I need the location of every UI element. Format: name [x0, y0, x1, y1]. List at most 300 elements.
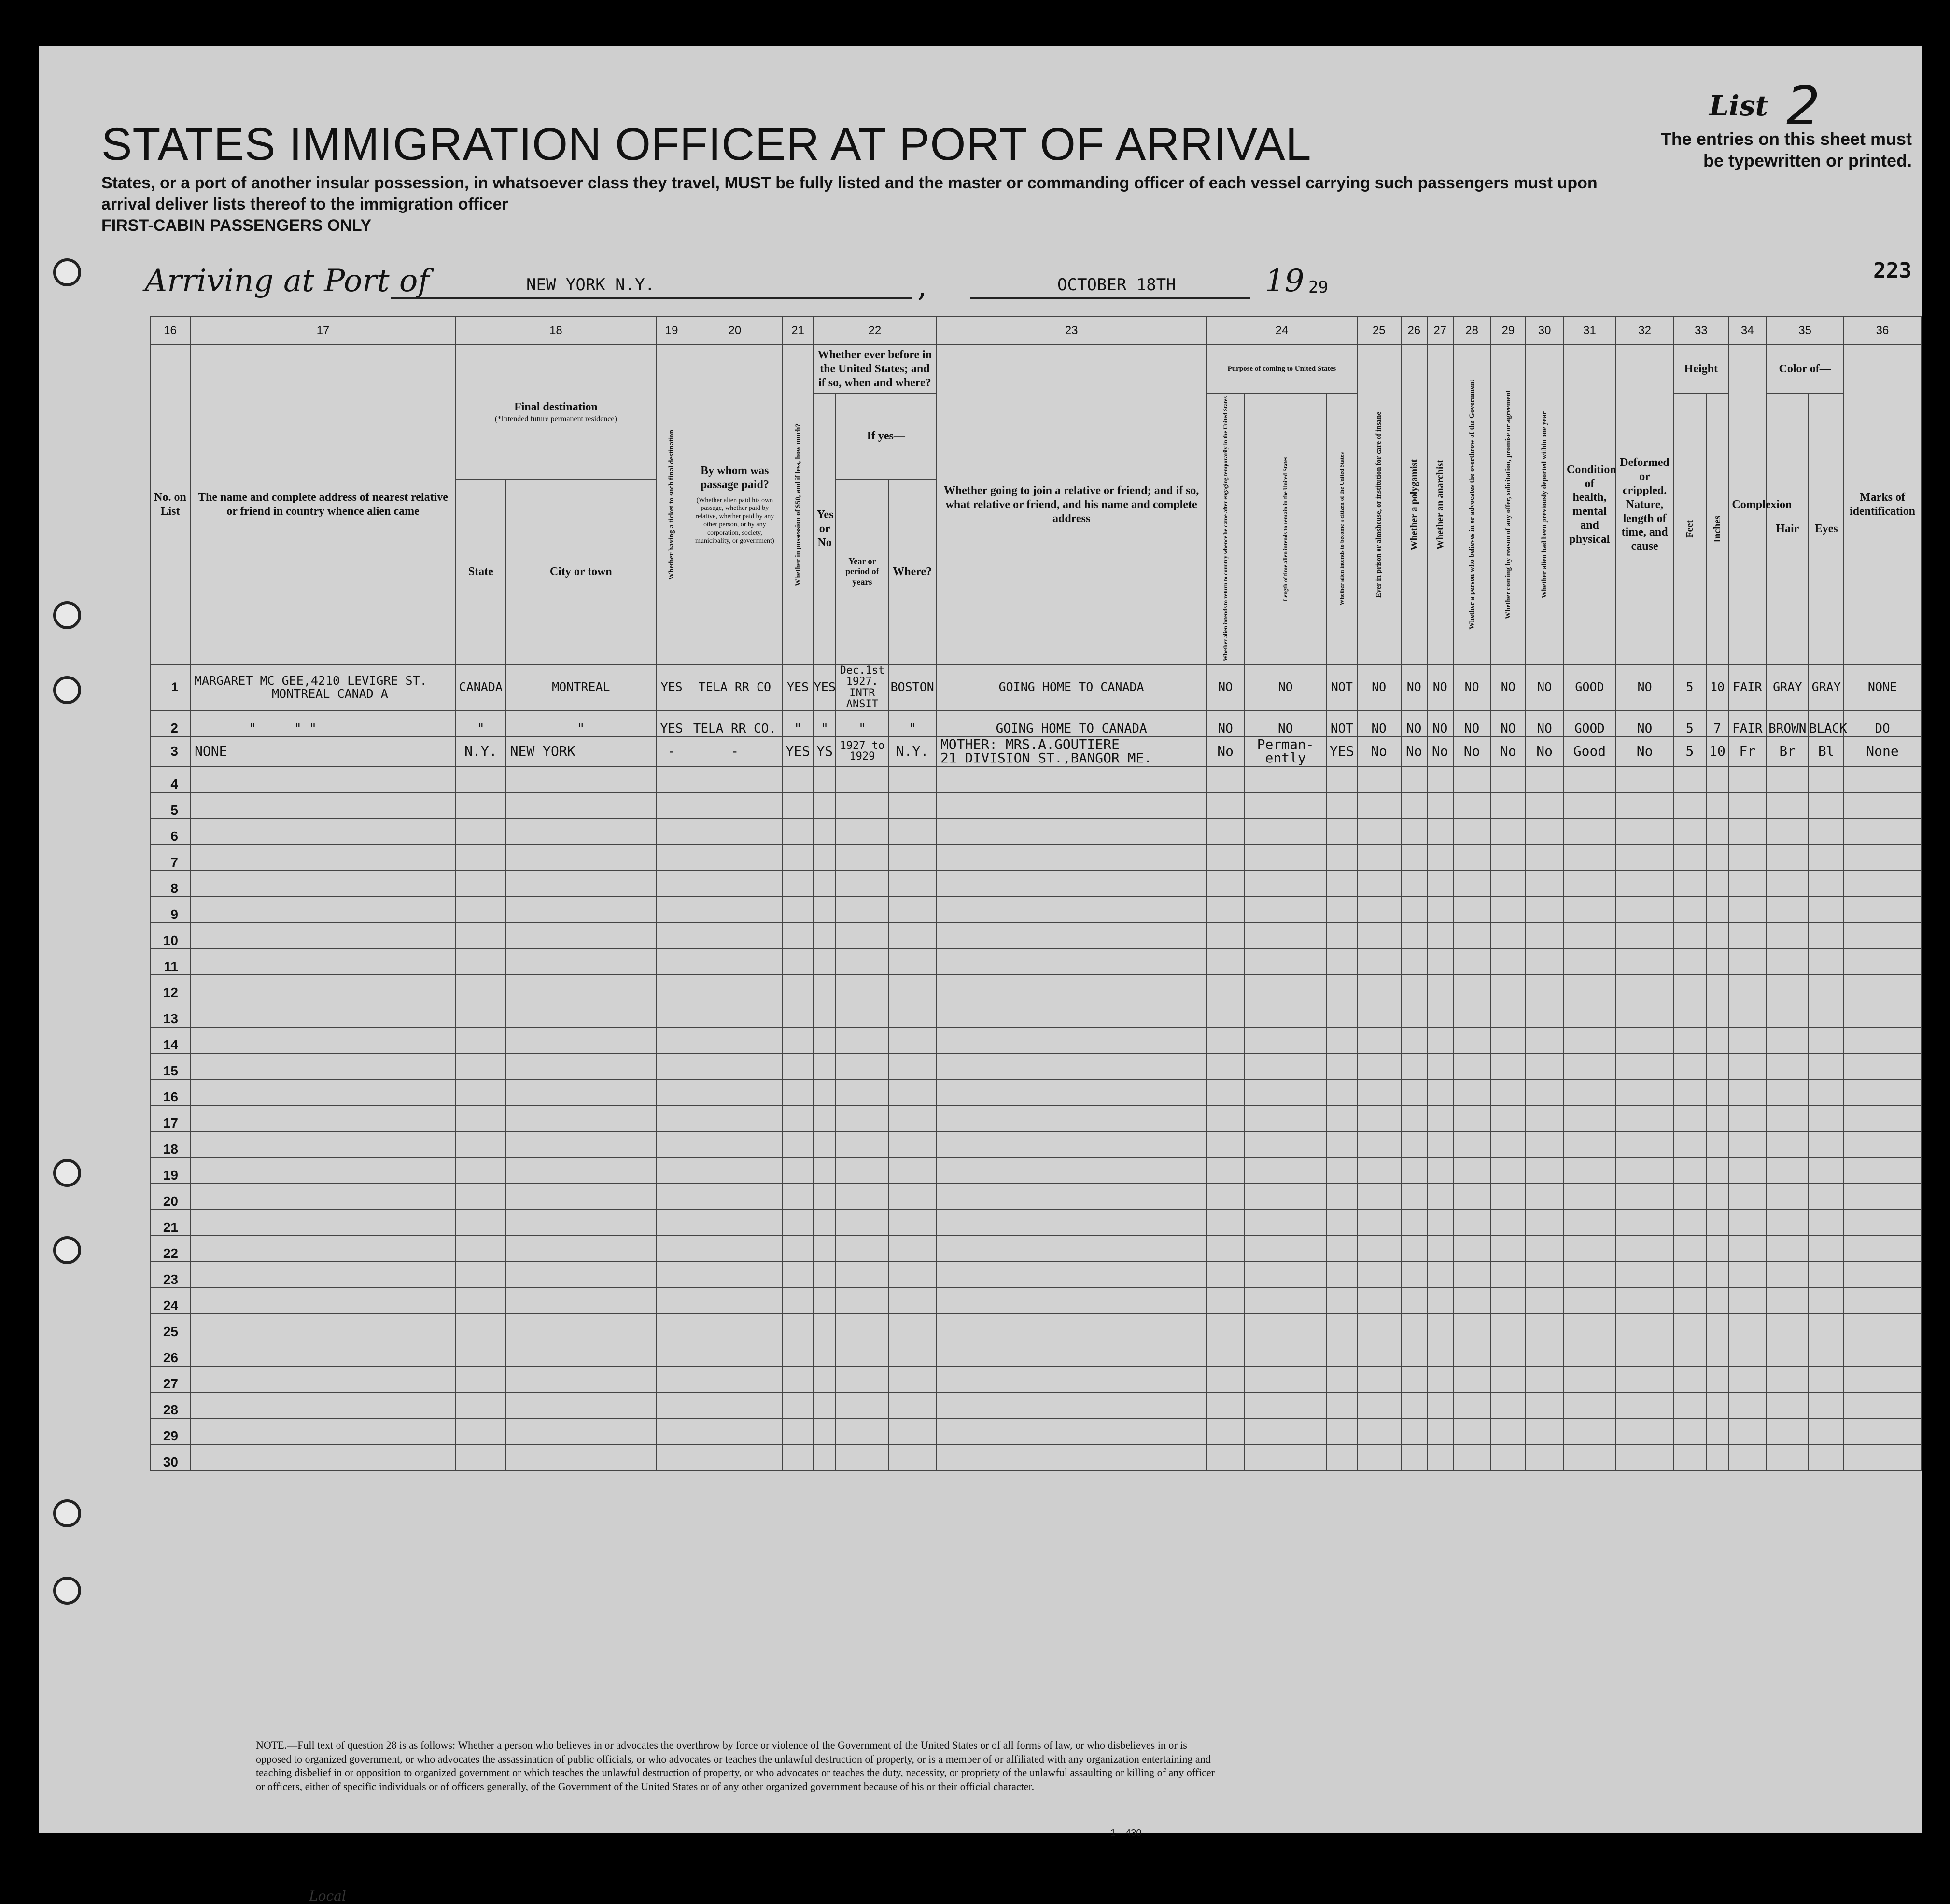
empty-cell [1401, 845, 1427, 871]
empty-cell [1706, 897, 1729, 923]
empty-cell [1563, 1314, 1616, 1340]
empty-cell [1809, 766, 1844, 792]
cell-prison: No [1357, 736, 1401, 766]
empty-cell [1706, 923, 1729, 949]
empty-cell [1809, 1392, 1844, 1418]
arrival-line [101, 249, 1888, 302]
empty-cell [782, 923, 813, 949]
empty-cell [1844, 1184, 1921, 1210]
empty-cell [1206, 1366, 1244, 1392]
empty-cell [1427, 1288, 1453, 1314]
empty-cell [1844, 1157, 1921, 1184]
empty-cell [1244, 1027, 1327, 1053]
header-before-in-us: Whether ever before in the United States; and if so, when and where? [814, 345, 936, 393]
empty-cell [1206, 1418, 1244, 1444]
empty-cell [1453, 1366, 1491, 1392]
empty-cell [1206, 1392, 1244, 1418]
row-number: 22 [150, 1236, 190, 1262]
empty-cell [1844, 897, 1921, 923]
empty-cell [506, 1210, 656, 1236]
cell-length: NO [1244, 664, 1327, 710]
empty-cell [888, 1236, 936, 1262]
empty-cell [1563, 1157, 1616, 1184]
empty-cell [1357, 792, 1401, 818]
cell-anarchist: NO [1427, 664, 1453, 710]
empty-cell [687, 1157, 782, 1184]
empty-cell [1244, 1105, 1327, 1131]
cell-period: Dec.1st 1927. INTR ANSIT [836, 664, 888, 710]
empty-cell [1706, 1288, 1729, 1314]
empty-cell [782, 1053, 813, 1079]
empty-cell [456, 1236, 506, 1262]
cell-paid-by: - [687, 736, 782, 766]
empty-cell [687, 897, 782, 923]
row-number: 29 [150, 1418, 190, 1444]
row-number: 18 [150, 1131, 190, 1157]
empty-cell [1526, 1079, 1563, 1105]
empty-cell [1706, 1392, 1729, 1418]
empty-cell [1563, 1210, 1616, 1236]
empty-cell [1706, 975, 1729, 1001]
cell-join: GOING HOME TO CANADA [936, 710, 1206, 736]
row-number: 14 [150, 1027, 190, 1053]
row-number: 10 [150, 923, 190, 949]
empty-cell [888, 1001, 936, 1027]
empty-cell [1673, 975, 1706, 1001]
cell-return: NO [1206, 710, 1244, 736]
empty-cell [1563, 975, 1616, 1001]
empty-cell [1616, 1366, 1673, 1392]
port-name: NEW YORK N.Y. [526, 275, 655, 295]
empty-cell [1809, 1236, 1844, 1262]
empty-cell [936, 792, 1206, 818]
empty-cell [936, 949, 1206, 975]
empty-cell [1526, 1366, 1563, 1392]
column-number: 34 [1728, 317, 1766, 345]
empty-cell [190, 845, 456, 871]
empty-cell [1616, 897, 1673, 923]
empty-cell [456, 975, 506, 1001]
empty-cell [888, 1444, 936, 1470]
empty-cell [1427, 871, 1453, 897]
column-number: 31 [1563, 317, 1616, 345]
empty-cell [1526, 1340, 1563, 1366]
empty-cell [1728, 1236, 1766, 1262]
header-height-inches-label: Inches [1712, 515, 1723, 543]
empty-cell [506, 897, 656, 923]
empty-cell [1766, 897, 1809, 923]
empty-cell [656, 949, 687, 975]
empty-cell [814, 1262, 836, 1288]
cell-where: N.Y. [888, 736, 936, 766]
empty-cell [936, 1105, 1206, 1131]
cell-deported: NO [1526, 710, 1563, 736]
empty-cell [656, 975, 687, 1001]
empty-cell [1844, 923, 1921, 949]
empty-cell [656, 871, 687, 897]
empty-cell [506, 871, 656, 897]
empty-cell [1673, 1157, 1706, 1184]
empty-cell [1526, 1131, 1563, 1157]
empty-cell [1563, 1053, 1616, 1079]
empty-cell [506, 949, 656, 975]
cell-inches: 10 [1706, 736, 1729, 766]
cell-feet: 5 [1673, 710, 1706, 736]
empty-cell [836, 1184, 888, 1210]
empty-cell [1401, 1366, 1427, 1392]
empty-cell [836, 1131, 888, 1157]
empty-cell [1491, 1184, 1526, 1210]
empty-cell [936, 818, 1206, 845]
empty-cell [1766, 1314, 1809, 1340]
row-number: 23 [150, 1262, 190, 1288]
cell-health: Good [1563, 736, 1616, 766]
empty-cell [1491, 1001, 1526, 1027]
empty-cell [1844, 818, 1921, 845]
empty-cell [1453, 1079, 1491, 1105]
empty-cell [1206, 818, 1244, 845]
empty-cell [506, 1184, 656, 1210]
empty-cell [836, 845, 888, 871]
empty-cell [1206, 1001, 1244, 1027]
table-row [150, 897, 1921, 923]
empty-cell [1453, 845, 1491, 871]
empty-cell [888, 1184, 936, 1210]
empty-cell [1401, 923, 1427, 949]
empty-cell [1357, 1131, 1401, 1157]
empty-cell [190, 818, 456, 845]
empty-cell [1427, 1366, 1453, 1392]
empty-cell [1401, 1001, 1427, 1027]
empty-cell [506, 1392, 656, 1418]
empty-cell [1706, 1340, 1729, 1366]
empty-cell [1563, 766, 1616, 792]
empty-cell [1401, 1210, 1427, 1236]
empty-cell [814, 975, 836, 1001]
empty-cell [1357, 1184, 1401, 1210]
empty-cell [656, 1366, 687, 1392]
table-row [150, 1079, 1921, 1105]
empty-cell [687, 818, 782, 845]
empty-cell [1728, 1131, 1766, 1157]
empty-cell [1491, 1105, 1526, 1131]
empty-cell [814, 1418, 836, 1444]
header-passage-paid-note: (Whether alien paid his own passage, whether paid by relative, whether paid by any other person, or by any corporation, society, municipality, or government) [695, 496, 774, 545]
empty-cell [1357, 871, 1401, 897]
empty-cell [456, 818, 506, 845]
divider [391, 297, 912, 299]
empty-cell [782, 1288, 813, 1314]
empty-cell [1401, 792, 1427, 818]
empty-cell [1401, 1314, 1427, 1340]
empty-cell [936, 1157, 1206, 1184]
empty-cell [1244, 1079, 1327, 1105]
empty-cell [1244, 1392, 1327, 1418]
empty-cell [1673, 1001, 1706, 1027]
empty-cell [506, 1131, 656, 1157]
column-number: 30 [1526, 317, 1563, 345]
cell-health: GOOD [1563, 710, 1616, 736]
empty-cell [687, 1288, 782, 1314]
empty-cell [1357, 1105, 1401, 1131]
column-number: 27 [1427, 317, 1453, 345]
arrival-date: OCTOBER 18TH [1057, 275, 1176, 295]
empty-cell [506, 923, 656, 949]
empty-cell [888, 1340, 936, 1366]
empty-cell [687, 1131, 782, 1157]
empty-cell [1616, 845, 1673, 871]
empty-cell [1327, 792, 1357, 818]
empty-cell [456, 1027, 506, 1053]
empty-cell [1844, 1288, 1921, 1314]
empty-cell [687, 1366, 782, 1392]
empty-cell [1526, 1418, 1563, 1444]
empty-cell [1327, 1392, 1357, 1418]
column-number: 19 [656, 317, 687, 345]
column-number: 35 [1766, 317, 1844, 345]
empty-cell [190, 1079, 456, 1105]
empty-cell [1706, 1053, 1729, 1079]
cell-marks: None [1844, 736, 1921, 766]
empty-cell [1766, 845, 1809, 871]
empty-cell [506, 1236, 656, 1262]
column-number-row [150, 317, 1921, 345]
cell-offer: NO [1491, 710, 1526, 736]
empty-cell [1453, 1105, 1491, 1131]
header-color-of: Color of— [1766, 345, 1844, 393]
empty-cell [656, 1079, 687, 1105]
empty-cell [1427, 897, 1453, 923]
empty-cell [1427, 1392, 1453, 1418]
empty-cell [1491, 871, 1526, 897]
header-where: Where? [888, 479, 936, 665]
empty-cell [888, 1392, 936, 1418]
empty-cell [1244, 1366, 1327, 1392]
cell-before: " [814, 710, 836, 736]
cell-hair: GRAY [1766, 664, 1809, 710]
empty-cell [687, 1053, 782, 1079]
empty-cell [1728, 1392, 1766, 1418]
empty-cell [782, 1131, 813, 1157]
cell-return: NO [1206, 664, 1244, 710]
empty-cell [190, 949, 456, 975]
empty-cell [1526, 1444, 1563, 1470]
empty-cell [1491, 818, 1526, 845]
empty-cell [1844, 1105, 1921, 1131]
empty-cell [456, 923, 506, 949]
column-number: 17 [190, 317, 456, 345]
empty-cell [1766, 1418, 1809, 1444]
empty-cell [656, 1210, 687, 1236]
empty-cell [1706, 1079, 1729, 1105]
empty-cell [1357, 1262, 1401, 1288]
empty-cell [1766, 1340, 1809, 1366]
empty-cell [782, 1392, 813, 1418]
empty-cell [1526, 1236, 1563, 1262]
empty-cell [1206, 1184, 1244, 1210]
column-number: 36 [1844, 317, 1921, 345]
empty-cell [687, 1184, 782, 1210]
empty-cell [1427, 923, 1453, 949]
cell-before: YES [814, 664, 836, 710]
cell-relative-line2: MONTREAL CANAD A [272, 686, 388, 701]
empty-cell [506, 792, 656, 818]
empty-cell [936, 1131, 1206, 1157]
header-purpose-length [1244, 393, 1327, 664]
empty-cell [1673, 1444, 1706, 1470]
empty-cell [1526, 1184, 1563, 1210]
empty-cell [1844, 766, 1921, 792]
empty-cell [1526, 1210, 1563, 1236]
empty-cell [814, 1314, 836, 1340]
empty-cell [1844, 1053, 1921, 1079]
empty-cell [1427, 1314, 1453, 1340]
empty-cell [1327, 1340, 1357, 1366]
empty-cell [888, 1053, 936, 1079]
cell-join: GOING HOME TO CANADA [936, 664, 1206, 710]
empty-cell [1728, 949, 1766, 975]
header-prison [1357, 345, 1401, 664]
empty-cell [1491, 1210, 1526, 1236]
empty-cell [936, 1053, 1206, 1079]
empty-cell [1357, 897, 1401, 923]
empty-cell [1844, 1001, 1921, 1027]
empty-cell [1244, 949, 1327, 975]
empty-cell [1327, 845, 1357, 871]
empty-cell [1453, 897, 1491, 923]
empty-cell [1616, 792, 1673, 818]
empty-cell [656, 1105, 687, 1131]
empty-cell [1616, 1105, 1673, 1131]
empty-cell [1706, 1314, 1729, 1340]
empty-cell [1673, 1184, 1706, 1210]
cell-state: " [456, 710, 506, 736]
instruction-note: The entries on this sheet must be typewritten or printed. [1660, 129, 1912, 170]
empty-cell [1206, 1157, 1244, 1184]
empty-cell [1728, 871, 1766, 897]
cell-eyes: Bl [1809, 736, 1844, 766]
empty-cell [1766, 871, 1809, 897]
empty-cell [687, 923, 782, 949]
empty-cell [782, 1418, 813, 1444]
empty-cell [506, 766, 656, 792]
empty-cell [1453, 923, 1491, 949]
empty-cell [1616, 1392, 1673, 1418]
empty-cell [1206, 923, 1244, 949]
header-marks: Marks of identification [1844, 345, 1921, 664]
empty-cell [1427, 1157, 1453, 1184]
empty-cell [506, 845, 656, 871]
row-number: 5 [150, 792, 190, 818]
empty-cell [836, 792, 888, 818]
empty-cell [1357, 1210, 1401, 1236]
empty-cell [656, 766, 687, 792]
empty-cell [1563, 1027, 1616, 1053]
empty-cell [1844, 1262, 1921, 1288]
cell-citizen: YES [1327, 736, 1357, 766]
empty-cell [1563, 949, 1616, 975]
empty-cell [1809, 975, 1844, 1001]
empty-cell [1427, 1053, 1453, 1079]
divider [970, 297, 1250, 299]
row-number: 1 [150, 664, 190, 710]
empty-cell [1401, 897, 1427, 923]
empty-cell [1357, 845, 1401, 871]
empty-cell [656, 1157, 687, 1184]
empty-cell [687, 1027, 782, 1053]
empty-cell [1844, 1079, 1921, 1105]
empty-cell [1706, 1210, 1729, 1236]
empty-cell [1844, 1418, 1921, 1444]
empty-cell [1728, 1027, 1766, 1053]
empty-cell [1673, 1366, 1706, 1392]
table-row [150, 1262, 1921, 1288]
row-number: 8 [150, 871, 190, 897]
cell-fifty: YES [782, 664, 813, 710]
empty-cell [1673, 871, 1706, 897]
empty-cell [1327, 1236, 1357, 1262]
header-height-inches [1706, 393, 1729, 664]
row-number: 26 [150, 1340, 190, 1366]
header-purpose-return-label: Whether alien intends to return to country whence he came after engaging temporarily in the United States [1221, 396, 1229, 662]
empty-cell [1327, 923, 1357, 949]
empty-cell [888, 845, 936, 871]
empty-cell [1206, 897, 1244, 923]
empty-cell [1453, 1027, 1491, 1053]
empty-cell [1491, 923, 1526, 949]
empty-cell [1206, 1288, 1244, 1314]
empty-cell [888, 1131, 936, 1157]
empty-cell [936, 1418, 1206, 1444]
empty-cell [656, 1001, 687, 1027]
empty-cell [190, 975, 456, 1001]
header-health: Condition of health, mental and physical [1563, 345, 1616, 664]
empty-cell [456, 1053, 506, 1079]
empty-cell [1244, 1184, 1327, 1210]
empty-cell [1844, 845, 1921, 871]
list-label: List [1709, 89, 1768, 122]
empty-cell [782, 1366, 813, 1392]
empty-cell [1809, 1184, 1844, 1210]
empty-cell [836, 975, 888, 1001]
empty-cell [1706, 1262, 1729, 1288]
empty-cell [1491, 1340, 1526, 1366]
table-row [150, 1053, 1921, 1079]
empty-cell [1206, 1053, 1244, 1079]
empty-cell [456, 1184, 506, 1210]
column-number: 24 [1206, 317, 1357, 345]
empty-cell [936, 897, 1206, 923]
empty-cell [190, 1001, 456, 1027]
empty-cell [1809, 1157, 1844, 1184]
empty-cell [1401, 1027, 1427, 1053]
empty-cell [836, 1340, 888, 1366]
cell-deported: No [1526, 736, 1563, 766]
row-number: 13 [150, 1001, 190, 1027]
empty-cell [936, 1027, 1206, 1053]
empty-cell [687, 1079, 782, 1105]
empty-cell [1327, 1262, 1357, 1288]
empty-cell [836, 1157, 888, 1184]
empty-cell [1563, 1418, 1616, 1444]
empty-cell [687, 792, 782, 818]
empty-cell [506, 1157, 656, 1184]
cell-health: GOOD [1563, 664, 1616, 710]
empty-cell [656, 845, 687, 871]
empty-cell [1491, 1444, 1526, 1470]
cell-prison: NO [1357, 710, 1401, 736]
cell-city: MONTREAL [506, 664, 656, 710]
